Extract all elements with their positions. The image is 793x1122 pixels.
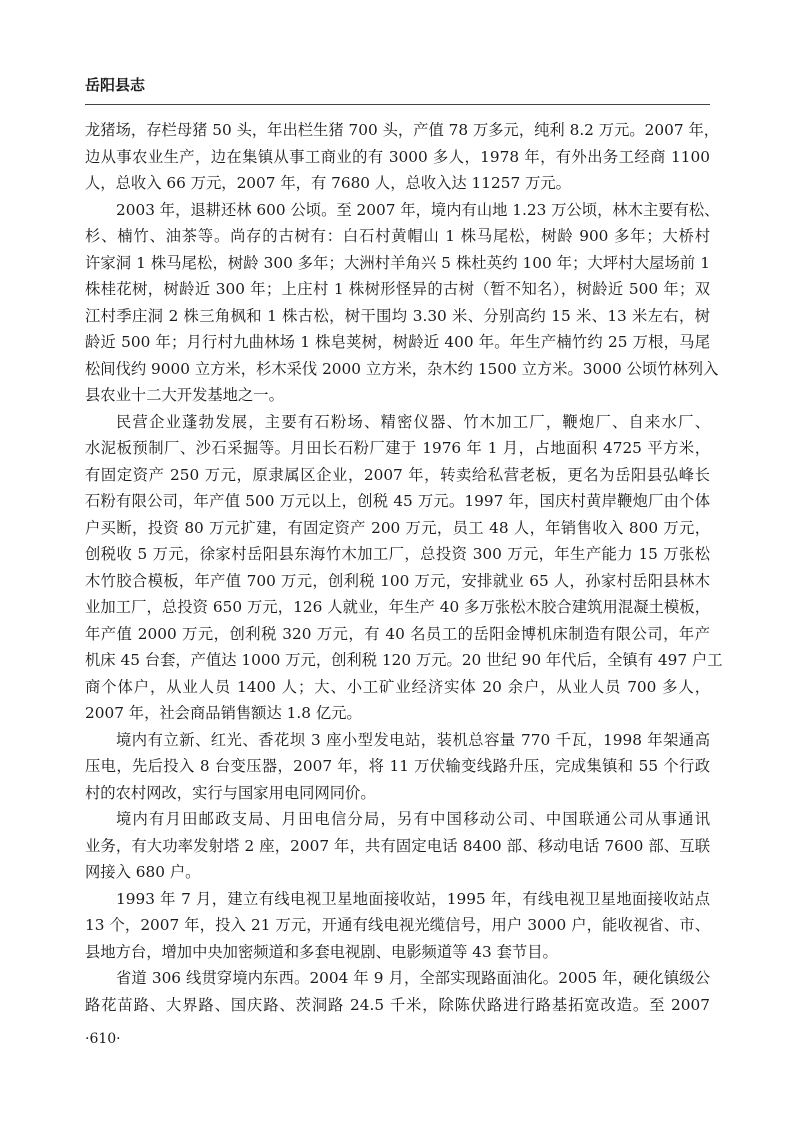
text-line: 13 个，2007 年，投入 21 万元，开通有线电视光缆信号，用户 3000 户，能收视省、市、 xyxy=(85,916,710,934)
text-line: 路花苗路、大界路、国庆路、茨洞路 24.5 千米，除陈伏路进行路基拓宽改造。至 2007 xyxy=(85,995,710,1014)
text-line: 商个体户，从业人员 1400 人；大、小工矿业经济实体 20 余户，从业人员 700 多人， xyxy=(85,677,710,696)
text-line: 业务，有大功率发射塔 2 座，2007 年，共有固定电话 8400 部、移动电话 7600 部、互联 xyxy=(85,836,710,855)
running-header: 岳阳县志 xyxy=(85,76,146,94)
text-line: 机床 45 台套，产值达 1000 万元，创利税 120 万元。20 世纪 90 年代后，全镇有 497 户工 xyxy=(85,651,723,669)
text-line: 株桂花树，树龄近 300 年；上庄村 1 株树形怪异的古树（暂不知名），树龄近 500 年；双 xyxy=(85,280,710,298)
text-line: 人，总收入 66 万元，2007 年，有 7680 人，总收入达 11257 万元。 xyxy=(85,174,571,192)
paragraph xyxy=(85,965,710,1018)
text-line: 境内有月田邮政支局、月田电信分局，另有中国移动公司、中国联通公司从事通讯 xyxy=(116,810,710,828)
text-line: 民营企业蓬勃发展，主要有石粉场、精密仪器、竹木加工厂，鞭炮厂、自来水厂、 xyxy=(116,412,710,431)
text-line: 县农业十二大开发基地之一。 xyxy=(85,386,284,404)
text-line: 木竹胶合模板，年产值 700 万元，创利税 100 万元，安排就业 65 人，孙家村岳阳县林木 xyxy=(85,571,710,590)
text-line: 龄近 500 年；月行村九曲林场 1 株皂荚树，树龄近 400 年。年生产楠竹约 25 万根，马尾 xyxy=(85,333,710,351)
paragraph xyxy=(85,806,710,886)
paragraph xyxy=(85,727,710,807)
text-line: 松间伐约 9000 立方米，杉木采伐 2000 立方米，杂木约 1500 立方米。3000 公顷竹林列入 xyxy=(85,359,719,378)
text-line: 许家洞 1 株马尾松，树龄 300 多年；大洲村羊角兴 5 株杜英约 100 年；大坪村大屋场前 1 xyxy=(85,253,710,272)
text-line: 边从事农业生产，边在集镇从事工商业的有 3000 多人，1978 年，有外出务工经商 1100 xyxy=(85,147,710,166)
text-line: 网接入 680 户。 xyxy=(85,863,201,881)
text-line: 江村季庄洞 2 株三角枫和 1 株古松，树干围均 3.30 米、分别高约 15 米、13 米左右，树 xyxy=(85,306,710,325)
text-line: 境内有立新、红光、香花坝 3 座小型发电站，装机总容量 770 千瓦，1998 年架通高 xyxy=(116,730,710,749)
text-line: 业加工厂，总投资 650 万元，126 人就业，年生产 40 多万张松木胶合建筑用混凝土模板， xyxy=(85,598,710,616)
text-line: 有固定资产 250 万元，原隶属区企业，2007 年，转卖给私营老板，更名为岳阳县弘峰长 xyxy=(85,465,710,484)
text-line: 龙猪场，存栏母猪 50 头，年出栏生猪 700 头，产值 78 万多元，纯利 8.2 万元。2007 年， xyxy=(85,121,720,139)
paragraph xyxy=(85,886,710,966)
text-line: 水泥板预制厂、沙石采掘等。月田长石粉厂建于 1976 年 1 月，占地面积 4725 平方米， xyxy=(85,439,710,457)
text-line: 县地方台，增加中央加密频道和多套电视剧、电影频道等 43 套节目。 xyxy=(85,942,558,961)
paragraph xyxy=(85,197,720,409)
text-line: 户买断，投资 80 万元扩建，有固定资产 200 万元，员工 48 人，年销售收入 800 万元， xyxy=(85,518,710,537)
text-line: 年产值 2000 万元，创利税 320 万元，有 40 名员工的岳阳金博机床制造有限公司，年产 xyxy=(85,624,710,643)
text-line: 村的农村网改，实行与国家用电同网同价。 xyxy=(85,783,376,802)
body-text xyxy=(85,117,723,1018)
text-line: 2007 年，社会商品销售额达 1.8 亿元。 xyxy=(85,704,362,722)
text-line: 石粉有限公司，年产值 500 万元以上，创税 45 万元。1997 年，国庆村黄岸鞭炮厂由个体 xyxy=(85,492,710,510)
text-line: 创税收 5 万元，徐家村岳阳县东海竹木加工厂，总投资 300 万元，年生产能力 15 万张松 xyxy=(85,545,710,563)
paragraph xyxy=(85,409,723,727)
text-line: 压电，先后投入 8 台变压器，2007 年，将 11 万伏输变线路升压，完成集镇和 55 个行政 xyxy=(85,757,710,775)
text-line: 杉、楠竹、油茶等。尚存的古树有：白石村黄帽山 1 株马尾松，树龄 900 多年；大桥村 xyxy=(85,227,710,245)
paragraph xyxy=(85,117,720,197)
text-line: 省道 306 线贯穿境内东西。2004 年 9 月，全部实现路面油化。2005 年，硬化镇级公 xyxy=(116,969,710,987)
header-rule xyxy=(85,104,710,105)
page-number: ·610· xyxy=(85,1031,121,1047)
text-line: 1993 年 7 月，建立有线电视卫星地面接收站，1995 年，有线电视卫星地面接收站点 xyxy=(116,889,710,908)
text-line: 2003 年，退耕还林 600 公顷。至 2007 年，境内有山地 1.23 万公顷，林木主要有松、 xyxy=(116,200,720,219)
